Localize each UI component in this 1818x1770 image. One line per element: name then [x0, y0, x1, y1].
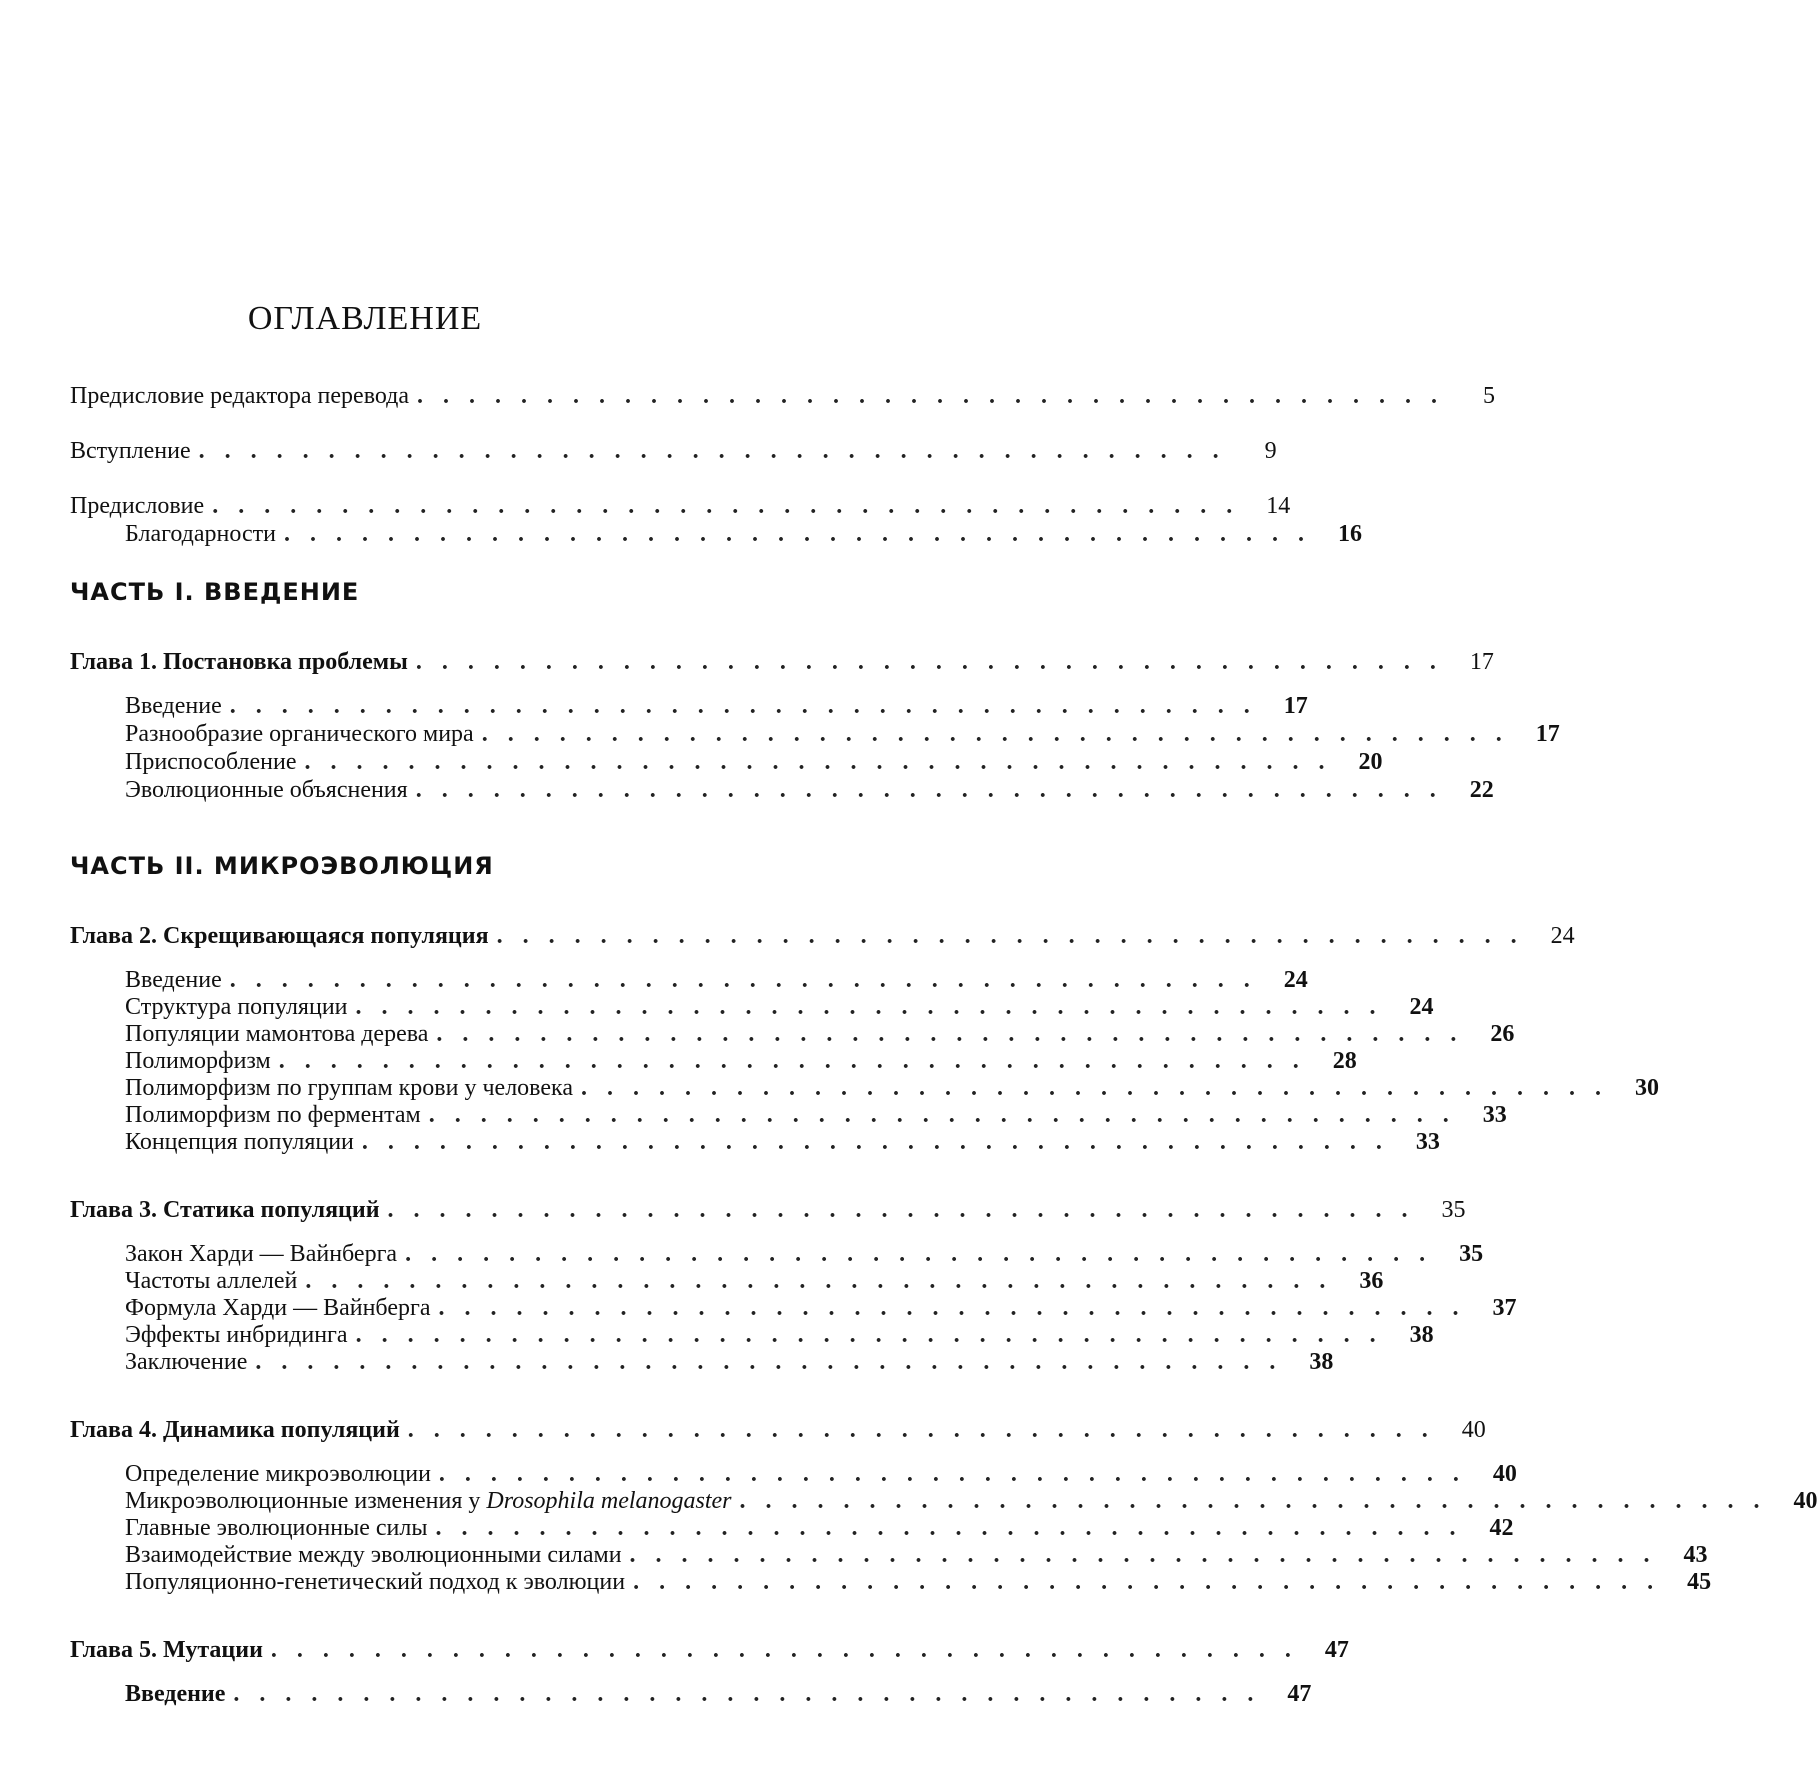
toc-entry[interactable] [125, 720, 1560, 748]
toc-entry[interactable] [125, 1348, 1334, 1376]
leader-dots: ........................................ [212, 493, 1253, 519]
leader-dots: ........................................ [355, 1322, 1396, 1348]
toc-entry-page: 45 [1687, 1569, 1712, 1595]
toc-entry-label: Полиморфизм по группам крови у человека [125, 1075, 573, 1101]
toc-entry-introduction[interactable] [70, 437, 1277, 465]
toc-entry-label: Предисловие редактора перевода [70, 383, 410, 409]
part-title: ЧАСТЬ II. МИКРОЭВОЛЮЦИЯ [70, 852, 494, 880]
leader-dots: ........................................ [496, 923, 1537, 949]
leader-dots: ........................................ [438, 1461, 1479, 1487]
toc-entry-label: Введение [125, 693, 222, 719]
toc-chapter-label: Глава 1. Постановка проблемы [70, 649, 408, 675]
toc-entry-label: Определение микроэволюции [125, 1461, 431, 1487]
leader-dots: ........................................ [580, 1075, 1621, 1101]
toc-entry[interactable] [125, 1240, 1484, 1268]
leader-dots: ........................................ [355, 994, 1396, 1020]
leader-dots: ........................................ [417, 383, 1458, 409]
leader-dots: ........................................ [270, 1637, 1311, 1663]
toc-entry[interactable] [125, 1680, 1312, 1708]
leader-dots: ........................................ [436, 1021, 1477, 1047]
toc-entry-label: Главные эволюционные силы [125, 1515, 428, 1541]
leader-dots: ........................................ [255, 1349, 1296, 1375]
leader-dots: ........................................ [278, 1048, 1319, 1074]
toc-entry-label: Закон Харди — Вайнберга [125, 1241, 398, 1267]
leader-dots: ........................................ [387, 1197, 1428, 1223]
toc-chapter-page: 24 [1550, 923, 1575, 949]
toc-entry-label: Введение [125, 1681, 226, 1707]
toc-entry[interactable] [125, 1128, 1440, 1156]
toc-entry-label: Предисловие [70, 493, 205, 519]
toc-entry-page: 17 [1535, 721, 1560, 747]
toc-entry-page: 43 [1683, 1542, 1708, 1568]
toc-entry-label: Эффекты инбридинга [125, 1322, 348, 1348]
toc-entry[interactable] [125, 1047, 1357, 1075]
toc-entry-label: Разнообразие органического мира [125, 721, 474, 747]
leader-dots: ........................................ [739, 1488, 1780, 1514]
toc-entry-page: 35 [1459, 1241, 1484, 1267]
toc-entry-page: 17 [1283, 693, 1308, 719]
toc-entry[interactable] [125, 1541, 1708, 1569]
toc-entry[interactable] [125, 1460, 1517, 1488]
toc-entry[interactable] [125, 776, 1494, 804]
toc-entry-page: 36 [1359, 1268, 1384, 1294]
leader-dots: ........................................ [407, 1417, 1448, 1443]
toc-entry-page: 14 [1266, 493, 1291, 519]
toc-entry-acknowledgements[interactable] [125, 520, 1362, 548]
leader-dots: ........................................ [233, 1681, 1274, 1707]
toc-entry[interactable] [125, 748, 1383, 776]
page-title: ОГЛАВЛЕНИЕ [247, 300, 483, 337]
toc-entry[interactable] [125, 993, 1434, 1021]
toc-chapter-4[interactable] [70, 1416, 1486, 1444]
toc-chapter-5[interactable] [70, 1636, 1349, 1664]
toc-entry-page: 9 [1264, 438, 1277, 464]
toc-entry-page: 33 [1482, 1102, 1507, 1128]
toc-entry[interactable] [125, 1487, 1818, 1515]
leader-dots: ........................................ [283, 521, 1324, 547]
toc-entry-page: 37 [1492, 1295, 1517, 1321]
toc-chapter-label: Глава 2. Скрещивающаяся популяция [70, 923, 489, 949]
toc-entry-label: Популяции мамонтова дерева [125, 1021, 429, 1047]
leader-dots: ........................................ [415, 649, 1456, 675]
toc-entry-label-text: Микроэволюционные изменения у [125, 1488, 481, 1514]
leader-dots: ........................................ [629, 1542, 1670, 1568]
toc-entry-page: 40 [1793, 1488, 1818, 1514]
toc-entry-label-italic: Drosophila melanogaster [486, 1488, 732, 1514]
toc-entry-preface[interactable] [70, 492, 1291, 520]
leader-dots: ........................................ [481, 721, 1522, 747]
toc-chapter-page: 35 [1441, 1197, 1466, 1223]
toc-entry-label: Заключение [125, 1349, 248, 1375]
toc-chapter-label: Глава 3. Статика популяций [70, 1197, 380, 1223]
toc-entry[interactable] [125, 1321, 1434, 1349]
toc-chapter-page: 40 [1461, 1417, 1486, 1443]
toc-entry-label: Вступление [70, 438, 191, 464]
leader-dots: ........................................ [428, 1102, 1469, 1128]
toc-chapter-3[interactable] [70, 1196, 1466, 1224]
leader-dots: ........................................ [198, 438, 1239, 464]
toc-entry-label: Популяционно-генетический подход к эволюции [125, 1569, 626, 1595]
toc-entry-editor-preface[interactable] [70, 382, 1496, 410]
toc-chapter-page: 17 [1469, 649, 1494, 675]
toc-entry-page: 16 [1337, 521, 1362, 547]
leader-dots: ........................................ [361, 1129, 1402, 1155]
leader-dots: ........................................ [229, 693, 1270, 719]
toc-entry-label: Приспособление [125, 749, 297, 775]
toc-entry-page: 30 [1634, 1075, 1659, 1101]
toc-entry-page: 5 [1483, 383, 1496, 409]
toc-entry-label: Взаимодействие между эволюционными силами [125, 1542, 622, 1568]
toc-entry[interactable] [125, 1568, 1712, 1596]
toc-entry-page: 47 [1287, 1681, 1312, 1707]
leader-dots: ........................................ [438, 1295, 1479, 1321]
toc-entry-label: Введение [125, 967, 222, 993]
toc-entry-page: 26 [1490, 1021, 1515, 1047]
toc-chapter-1[interactable] [70, 648, 1494, 676]
part-title: ЧАСТЬ I. ВВЕДЕНИЕ [70, 578, 360, 606]
toc-entry-page: 40 [1492, 1461, 1517, 1487]
toc-entry-page: 24 [1283, 967, 1308, 993]
toc-chapter-label: Глава 5. Мутации [70, 1637, 263, 1663]
toc-entry[interactable] [125, 1020, 1515, 1048]
leader-dots: ........................................ [435, 1515, 1476, 1541]
toc-entry-page: 38 [1409, 1322, 1434, 1348]
leader-dots: ........................................ [405, 1241, 1446, 1267]
toc-chapter-2[interactable] [70, 922, 1575, 950]
toc-entry-page: 24 [1409, 994, 1434, 1020]
leader-dots: ........................................ [633, 1569, 1674, 1595]
toc-entry-label: Благодарности [125, 521, 276, 547]
toc-entry[interactable] [125, 1267, 1384, 1295]
toc-chapter-label: Глава 4. Динамика популяций [70, 1417, 400, 1443]
leader-dots: ........................................ [415, 777, 1456, 803]
toc-entry-label: Частоты аллелей [125, 1268, 298, 1294]
toc-entry-label: Полиморфизм [125, 1048, 271, 1074]
toc-entry[interactable] [125, 966, 1308, 994]
leader-dots: ........................................ [304, 749, 1345, 775]
toc-entry[interactable] [125, 1101, 1507, 1129]
toc-entry-label: Полиморфизм по ферментам [125, 1102, 421, 1128]
toc-entry-page: 28 [1332, 1048, 1357, 1074]
leader-dots: ........................................ [229, 967, 1270, 993]
toc-chapter-page: 47 [1324, 1637, 1349, 1663]
toc-entry-label: Концепция популяции [125, 1129, 354, 1155]
toc-entry-label: Структура популяции [125, 994, 348, 1020]
toc-entry-page: 38 [1309, 1349, 1334, 1375]
toc-entry-page: 20 [1358, 749, 1383, 775]
toc-entry[interactable] [125, 1294, 1517, 1322]
toc-entry[interactable] [125, 692, 1308, 720]
toc-entry-label [125, 1487, 740, 1515]
toc-entry-page: 42 [1489, 1515, 1514, 1541]
toc-entry[interactable] [125, 1074, 1659, 1102]
toc-entry[interactable] [125, 1514, 1514, 1542]
toc-entry-page: 33 [1415, 1129, 1440, 1155]
toc-entry-label: Эволюционные объяснения [125, 777, 408, 803]
toc-entry-page: 22 [1469, 777, 1494, 803]
leader-dots: ........................................ [305, 1268, 1346, 1294]
toc-entry-label: Формула Харди — Вайнберга [125, 1295, 431, 1321]
